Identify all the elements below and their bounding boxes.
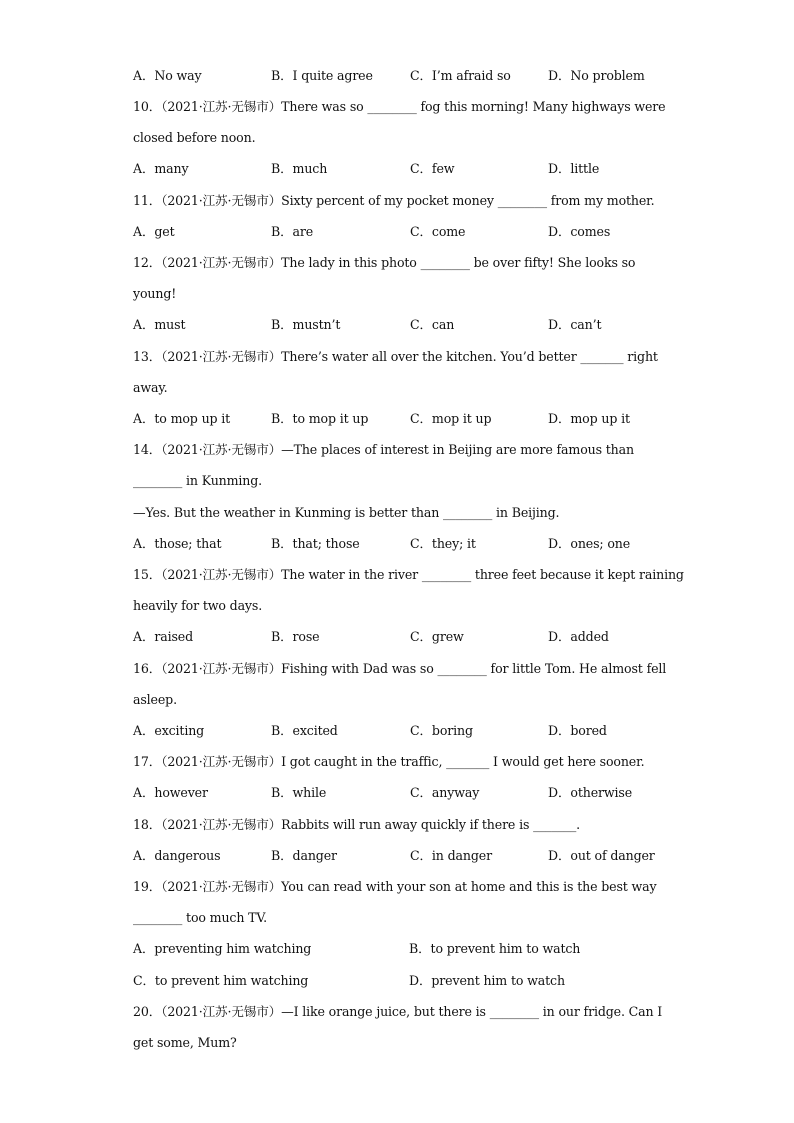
option-c[interactable]: C．can bbox=[410, 317, 455, 332]
option-c[interactable]: C．boring bbox=[410, 723, 473, 738]
option-a[interactable]: A．to mop up it bbox=[133, 411, 231, 426]
q20-stem-line1: 20．（2021·江苏·无锡市）—I like orange juice, but there is ________ in our fridge. Can I bbox=[133, 1004, 663, 1019]
option-b[interactable]: B．to mop it up bbox=[271, 411, 369, 426]
q15-stem-line1: 15．（2021·江苏·无锡市）The water in the river ________ three feet because it kept raining bbox=[133, 567, 684, 582]
option-a[interactable]: A．raised bbox=[133, 629, 194, 644]
option-c[interactable]: C．come bbox=[410, 224, 466, 239]
q16-stem-line1: 16．（2021·江苏·无锡市）Fishing with Dad was so ________ for little Tom. He almost fell bbox=[133, 661, 667, 676]
option-b[interactable]: B．danger bbox=[271, 848, 337, 863]
option-c[interactable]: C．to prevent him watching bbox=[133, 973, 309, 988]
option-b[interactable]: B．I quite agree bbox=[271, 68, 373, 83]
option-d[interactable]: D．No problem bbox=[548, 68, 645, 83]
option-d[interactable]: D．little bbox=[548, 161, 600, 176]
option-d[interactable]: D．out of danger bbox=[548, 848, 655, 863]
option-c[interactable]: C．in danger bbox=[410, 848, 492, 863]
q16-stem-line2: asleep. bbox=[133, 692, 177, 707]
q13-stem-line1: 13．（2021·江苏·无锡市）There’s water all over the kitchen. You’d better _______ right bbox=[133, 349, 658, 364]
option-d[interactable]: D．added bbox=[548, 629, 609, 644]
q14-stem-line2: ________ in Kunming. bbox=[133, 473, 263, 488]
option-c[interactable]: C．grew bbox=[410, 629, 464, 644]
q15-stem-line2: heavily for two days. bbox=[133, 598, 263, 613]
option-a[interactable]: A．those; that bbox=[133, 536, 222, 551]
q10-stem-line1: 10．（2021·江苏·无锡市）There was so ________ fog this morning! Many highways were bbox=[133, 99, 666, 114]
option-a[interactable]: A．dangerous bbox=[133, 848, 221, 863]
option-b[interactable]: B．while bbox=[271, 785, 327, 800]
q20-stem-line2: get some, Mum? bbox=[133, 1035, 237, 1050]
q11-stem-line1: 11．（2021·江苏·无锡市）Sixty percent of my pocket money ________ from my mother. bbox=[133, 193, 655, 208]
q12-stem-line2: young! bbox=[133, 286, 177, 301]
option-a[interactable]: A．many bbox=[133, 161, 189, 176]
option-d[interactable]: D．ones; one bbox=[548, 536, 631, 551]
q10-stem-line2: closed before noon. bbox=[133, 130, 256, 145]
option-b[interactable]: B．to prevent him to watch bbox=[409, 941, 581, 956]
option-d[interactable]: D．can’t bbox=[548, 317, 602, 332]
option-b[interactable]: B．much bbox=[271, 161, 328, 176]
option-a[interactable]: A．must bbox=[133, 317, 186, 332]
option-a[interactable]: A．No way bbox=[133, 68, 202, 83]
option-a[interactable]: A．however bbox=[133, 785, 208, 800]
option-d[interactable]: D．comes bbox=[548, 224, 611, 239]
option-b[interactable]: B．that; those bbox=[271, 536, 360, 551]
option-c[interactable]: C．mop it up bbox=[410, 411, 492, 426]
q19-stem-line1: 19．（2021·江苏·无锡市）You can read with your son at home and this is the best way bbox=[133, 879, 657, 894]
option-a[interactable]: A．get bbox=[133, 224, 175, 239]
option-b[interactable]: B．excited bbox=[271, 723, 338, 738]
q17-stem-line1: 17．（2021·江苏·无锡市）I got caught in the traffic, _______ I would get here sooner. bbox=[133, 754, 645, 769]
option-d[interactable]: D．mop up it bbox=[548, 411, 630, 426]
option-b[interactable]: B．are bbox=[271, 224, 314, 239]
option-b[interactable]: B．rose bbox=[271, 629, 320, 644]
option-c[interactable]: C．anyway bbox=[410, 785, 480, 800]
option-d[interactable]: D．prevent him to watch bbox=[409, 973, 565, 988]
q14-stem-line3: —Yes. But the weather in Kunming is better than ________ in Beijing. bbox=[133, 505, 560, 520]
option-a[interactable]: A．preventing him watching bbox=[133, 941, 312, 956]
q14-stem-line1: 14．（2021·江苏·无锡市）—The places of interest in Beijing are more famous than bbox=[133, 442, 634, 457]
q12-stem-line1: 12．（2021·江苏·无锡市）The lady in this photo ________ be over fifty! She looks so bbox=[133, 255, 636, 270]
option-c[interactable]: C．they; it bbox=[410, 536, 476, 551]
option-c[interactable]: C．I’m afraid so bbox=[410, 68, 511, 83]
q19-stem-line2: ________ too much TV. bbox=[133, 910, 267, 925]
option-c[interactable]: C．few bbox=[410, 161, 455, 176]
option-b[interactable]: B．mustn’t bbox=[271, 317, 341, 332]
option-d[interactable]: D．otherwise bbox=[548, 785, 632, 800]
option-a[interactable]: A．exciting bbox=[133, 723, 205, 738]
q18-stem-line1: 18．（2021·江苏·无锡市）Rabbits will run away quickly if there is _______. bbox=[133, 817, 581, 832]
option-d[interactable]: D．bored bbox=[548, 723, 607, 738]
q13-stem-line2: away. bbox=[133, 380, 168, 395]
